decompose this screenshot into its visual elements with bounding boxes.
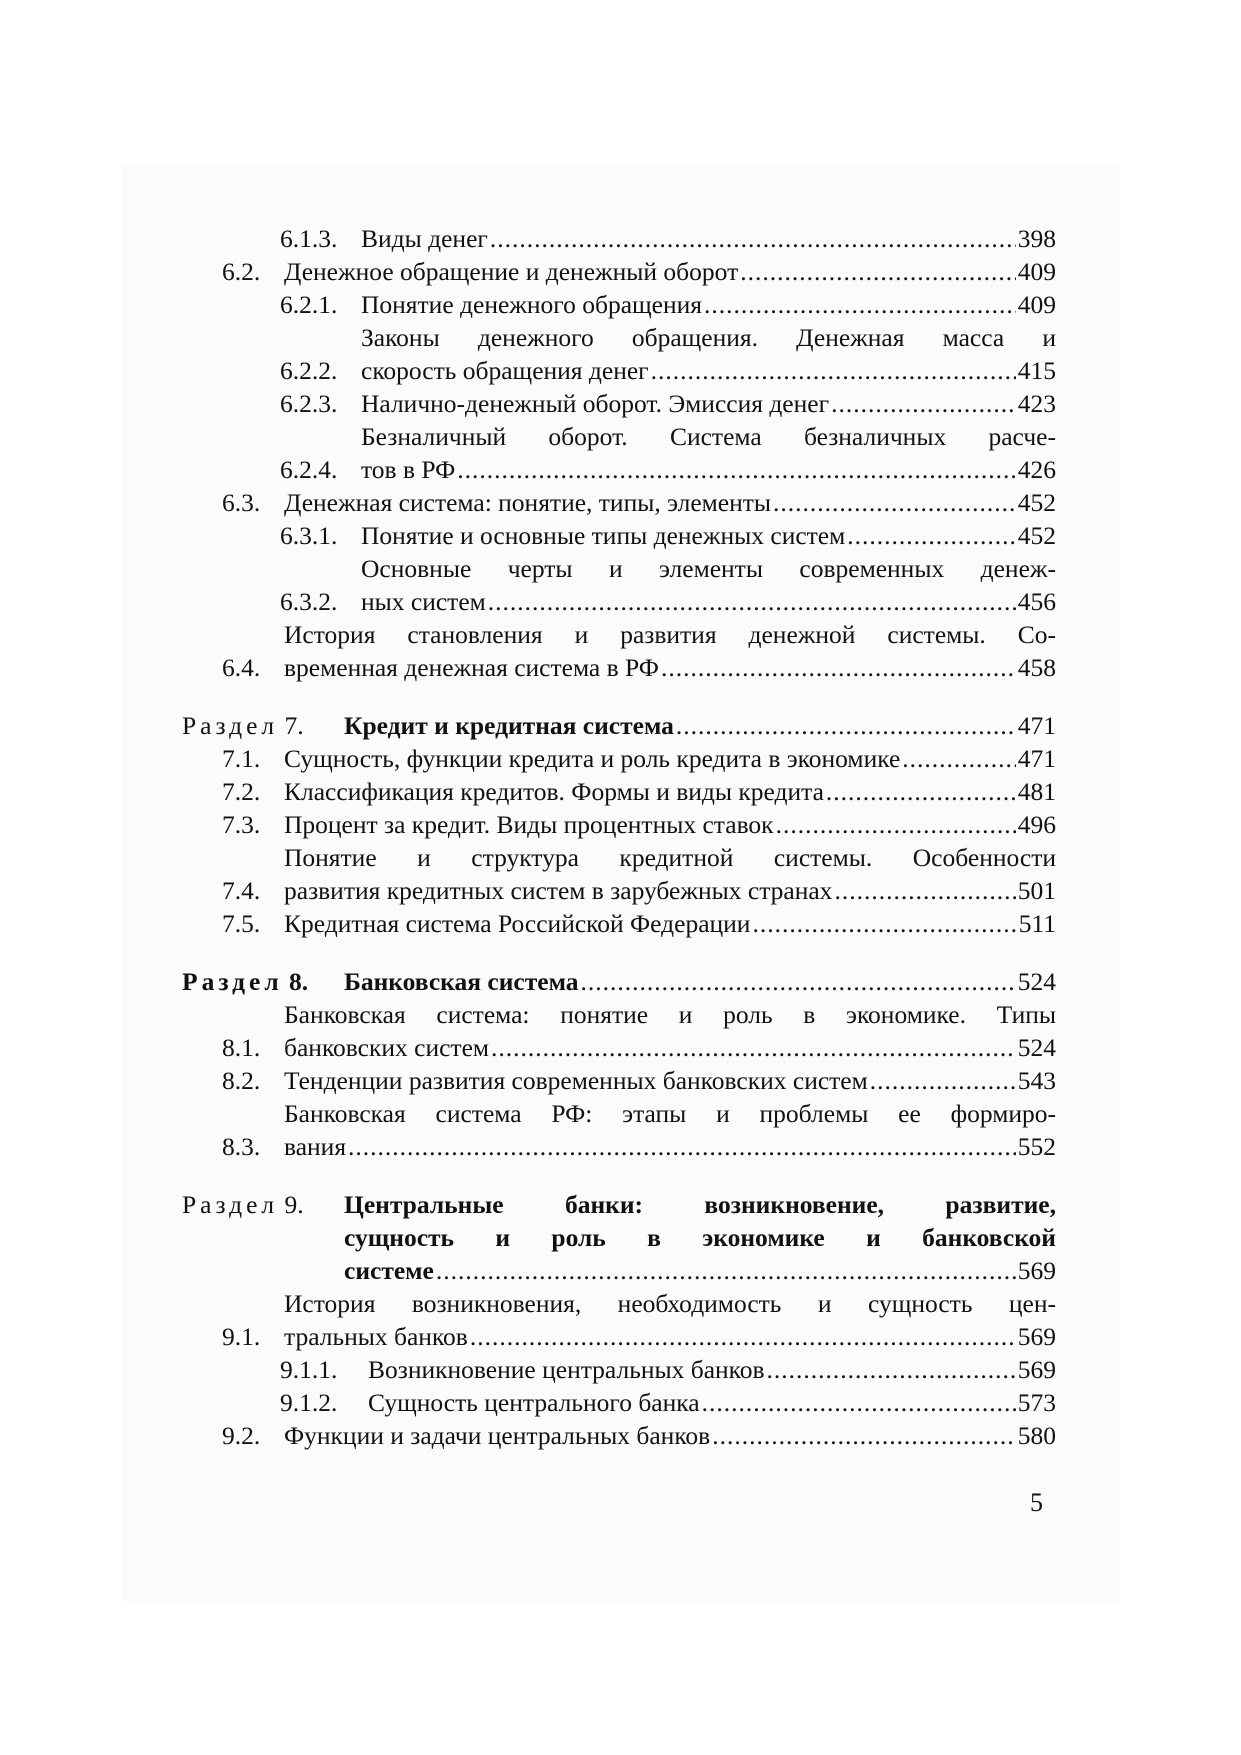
toc-title: тральных банков [284, 1322, 468, 1351]
toc-entry-9-2 [182, 1419, 1056, 1452]
toc-entry-6-4 [182, 618, 1056, 684]
toc-number: 8.1. [222, 1033, 261, 1062]
section-number [182, 965, 344, 998]
leader-dots [773, 486, 1016, 519]
toc-title: Классификация кредитов. Формы и виды кредита [284, 777, 824, 806]
toc-title-line: Понятие и структура кредитной системы. Особенности [284, 843, 1056, 872]
toc-title: Налично-денежный оборот. Эмиссия денег [361, 389, 830, 418]
toc-title-line: Банковская система РФ: этапы и проблемы ее формиро- [284, 1099, 1056, 1128]
toc-entry-6-2 [182, 255, 1056, 288]
toc-title: Кредитная система Российской Федерации [284, 909, 751, 938]
toc-page: 511 [1018, 909, 1056, 938]
toc-number: 6.1.3. [280, 224, 338, 253]
toc-title: временная денежная система в РФ [284, 653, 659, 682]
toc-section-9 [182, 1188, 1056, 1287]
toc-entry-6-3-2 [182, 552, 1056, 618]
section-label: Раздел [182, 1190, 279, 1219]
toc-number: 9.1. [222, 1322, 261, 1351]
toc-number: 9.1.1. [280, 1355, 338, 1384]
toc-title: ных систем [361, 587, 486, 616]
toc-title: Понятие денежного обращения [361, 290, 703, 319]
toc-number: 7.1. [222, 744, 261, 773]
toc-number: 7.2. [222, 777, 261, 806]
section-label: Раздел [182, 967, 283, 996]
toc-page: 580 [1017, 1421, 1056, 1450]
page-number: 5 [1030, 1488, 1043, 1517]
toc-title: скорость обращения денег [361, 356, 649, 385]
toc-title: Денежная система: понятие, типы, элементы [284, 488, 772, 517]
toc-page: 409 [1017, 257, 1056, 286]
toc-number: 6.2.4. [280, 455, 338, 484]
leader-dots [740, 255, 1016, 288]
toc-number: 7.3. [222, 810, 261, 839]
toc-page: 552 [1017, 1132, 1056, 1161]
toc-section-8 [182, 965, 1056, 998]
leader-dots [491, 1031, 1016, 1064]
leader-dots [834, 874, 1015, 907]
toc-entry-7-4 [182, 841, 1056, 907]
toc-entry-6-2-2 [182, 321, 1056, 387]
toc-entry-8-1 [182, 998, 1056, 1064]
leader-dots [826, 775, 1016, 808]
toc-page: 452 [1017, 521, 1056, 550]
leader-dots [702, 1386, 1016, 1419]
toc-title-line: История возникновения, необходимость и сущность цен- [284, 1289, 1056, 1318]
toc-page: 501 [1017, 876, 1056, 905]
section-title: системе [344, 1256, 434, 1285]
section-title: Банковская система [344, 967, 579, 996]
toc-entry-9-1 [182, 1287, 1056, 1353]
toc-title: тов в РФ [361, 455, 456, 484]
toc-entry-6-3 [182, 486, 1056, 519]
leader-dots [661, 651, 1016, 684]
toc-entry-6-2-4 [182, 420, 1056, 486]
toc-entry-7-1 [182, 742, 1056, 775]
leader-dots [457, 453, 1015, 486]
toc-page: 524 [1017, 967, 1056, 996]
toc-title-line: История становления и развития денежной системы. Со- [284, 620, 1056, 649]
leader-dots [767, 1353, 1016, 1386]
leader-dots [651, 354, 1016, 387]
toc-number: 6.2.1. [280, 290, 338, 319]
toc-page: 398 [1017, 224, 1056, 253]
leader-dots [348, 1130, 1016, 1163]
toc-page: 569 [1017, 1355, 1056, 1384]
toc-entry-6-3-1 [182, 519, 1056, 552]
toc-title: Денежное обращение и денежный оборот [284, 257, 739, 286]
toc-number: 6.3.1. [280, 521, 338, 550]
leader-dots [752, 907, 1016, 940]
toc-title: развития кредитных систем в зарубежных странах [284, 876, 833, 905]
section-number [182, 1188, 344, 1221]
toc-title: Сущность, функции кредита и роль кредита в экономике [284, 744, 901, 773]
toc-number: 6.3.2. [280, 587, 338, 616]
toc-page: 496 [1017, 810, 1056, 839]
toc-title-line: Банковская система: понятие и роль в экономике. Типы [284, 1000, 1056, 1029]
toc-page: 426 [1017, 455, 1056, 484]
leader-dots [581, 965, 1016, 998]
toc-title: Возникновение центральных банков [368, 1355, 765, 1384]
toc-entry-6-1-3 [182, 222, 1056, 255]
toc-page: 458 [1017, 653, 1056, 682]
leader-dots [902, 742, 1015, 775]
toc-number: 8.2. [222, 1066, 261, 1095]
toc-number: 7.5. [222, 909, 261, 938]
toc-title: Виды денег [361, 224, 488, 253]
toc-entry-7-3 [182, 808, 1056, 841]
toc-number: 6.3. [222, 488, 261, 517]
leader-dots [847, 519, 1015, 552]
toc-number: 6.2.2. [280, 356, 338, 385]
table-of-contents [182, 222, 1056, 1452]
toc-page: 456 [1017, 587, 1056, 616]
toc-number: 9.2. [222, 1421, 261, 1450]
toc-entry-7-5 [182, 907, 1056, 940]
section-number [182, 709, 344, 742]
toc-page: 543 [1017, 1066, 1056, 1095]
toc-page: 573 [1017, 1388, 1056, 1417]
leader-dots [676, 709, 1016, 742]
toc-title-line: Основные черты и элементы современных денеж- [361, 554, 1056, 583]
leader-dots [870, 1064, 1016, 1097]
leader-dots [704, 288, 1016, 321]
toc-page: 569 [1017, 1256, 1056, 1285]
toc-title: Сущность центрального банка [368, 1388, 700, 1417]
toc-title: банковских систем [284, 1033, 490, 1062]
toc-page: 569 [1017, 1322, 1056, 1351]
leader-dots [470, 1320, 1016, 1353]
toc-title: Функции и задачи центральных банков [284, 1421, 711, 1450]
toc-title: Тенденции развития современных банковских систем [284, 1066, 868, 1095]
toc-page: 481 [1017, 777, 1056, 806]
toc-entry-7-2 [182, 775, 1056, 808]
toc-number: 6.2. [222, 257, 261, 286]
section-title: Кредит и кредитная система [344, 711, 674, 740]
leader-dots [436, 1254, 1016, 1287]
toc-number: 6.4. [222, 653, 261, 682]
toc-page: 524 [1017, 1033, 1056, 1062]
toc-number: 7.4. [222, 876, 261, 905]
leader-dots [488, 585, 1016, 618]
section-title-line: Центральные банки: возникновение, развитие, [344, 1190, 1056, 1219]
toc-entry-6-2-1 [182, 288, 1056, 321]
toc-page: 452 [1017, 488, 1056, 517]
toc-page: 471 [1017, 744, 1056, 773]
toc-title: Понятие и основные типы денежных систем [361, 521, 846, 550]
toc-entry-6-2-3 [182, 387, 1056, 420]
section-label: Раздел [182, 711, 279, 740]
toc-entry-9-1-1 [182, 1353, 1056, 1386]
leader-dots [490, 222, 1016, 255]
toc-title-line: Законы денежного обращения. Денежная масса и [361, 323, 1056, 352]
toc-number: 8.3. [222, 1132, 261, 1161]
toc-number: 9.1.2. [280, 1388, 338, 1417]
section-num: 7. [284, 711, 304, 740]
toc-title: вания [284, 1132, 347, 1161]
leader-dots [831, 387, 1016, 420]
section-num: 9. [284, 1190, 304, 1219]
toc-entry-9-1-2 [182, 1386, 1056, 1419]
toc-page: 423 [1017, 389, 1056, 418]
toc-section-7 [182, 709, 1056, 742]
toc-page: 471 [1017, 711, 1056, 740]
section-title-line: сущность и роль в экономике и банковской [344, 1223, 1056, 1252]
toc-entry-8-3 [182, 1097, 1056, 1163]
toc-page: 409 [1017, 290, 1056, 319]
section-num: 8. [289, 967, 309, 996]
toc-title-line: Безналичный оборот. Система безналичных расче- [361, 422, 1056, 451]
toc-title: Процент за кредит. Виды процентных ставок [284, 810, 774, 839]
toc-page: 415 [1017, 356, 1056, 385]
toc-entry-8-2 [182, 1064, 1056, 1097]
toc-number: 6.2.3. [280, 389, 338, 418]
leader-dots [776, 808, 1016, 841]
leader-dots [712, 1419, 1016, 1452]
